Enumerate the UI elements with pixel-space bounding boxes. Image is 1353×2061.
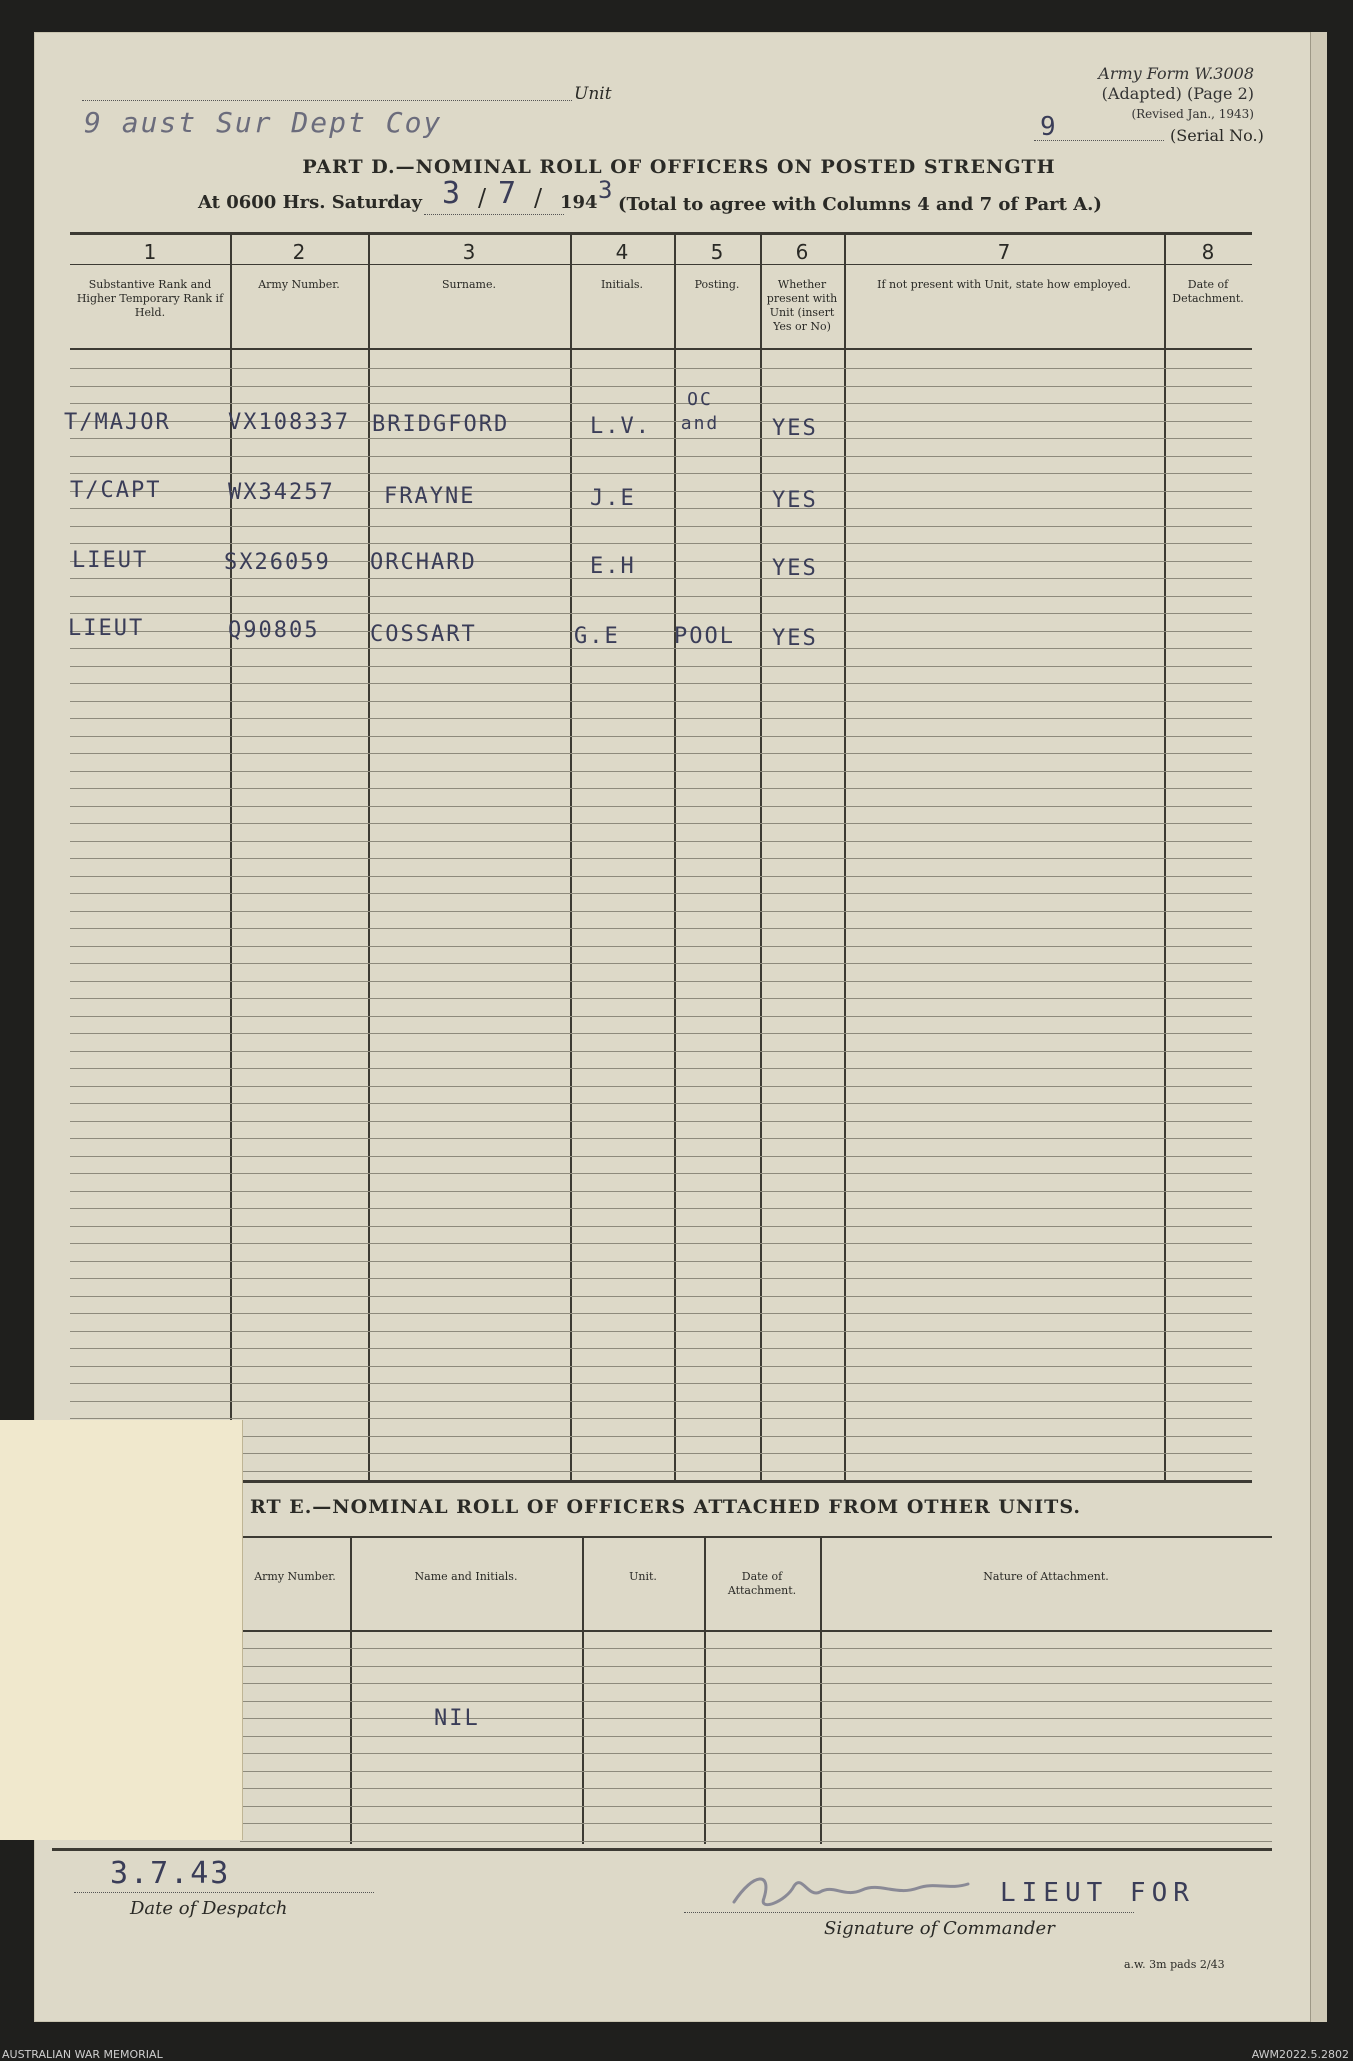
part-e-entry: NIL	[434, 1706, 480, 1731]
column-divider	[350, 1536, 352, 1844]
despatch-line	[74, 1892, 374, 1893]
ruled-line	[240, 1753, 1272, 1754]
ruled-line	[70, 1436, 1252, 1437]
ruled-line	[70, 666, 1252, 667]
column-number: 8	[1201, 240, 1215, 264]
column-divider	[368, 232, 370, 1480]
ruled-line	[70, 1331, 1252, 1332]
form-number: Army Form W.3008	[1098, 64, 1254, 83]
despatch-label: Date of Despatch	[130, 1898, 288, 1919]
army-number-cell: WX34257	[228, 480, 335, 505]
ruled-line	[70, 1418, 1252, 1419]
column-header: Substantive Rank and Higher Temporary Rank if Held.	[76, 278, 224, 319]
column-number: 6	[795, 240, 809, 264]
ruled-line	[70, 823, 1252, 824]
rank-cell: T/CAPT	[70, 478, 162, 503]
ruled-line	[70, 806, 1252, 807]
signature-line	[684, 1912, 1134, 1913]
column-divider	[570, 232, 572, 1480]
ruled-line	[70, 543, 1252, 544]
ruled-line	[70, 578, 1252, 579]
ruled-line	[70, 876, 1252, 877]
form-identifier	[1098, 64, 1254, 124]
date-month: 7	[498, 176, 519, 211]
paper-patch	[0, 1420, 243, 1840]
column-header: If not present with Unit, state how employed.	[877, 278, 1131, 291]
ruled-line	[70, 893, 1252, 894]
ruled-line	[70, 473, 1252, 474]
ruled-line	[70, 456, 1252, 457]
ruled-line	[70, 1051, 1252, 1052]
surname-cell: FRAYNE	[384, 484, 476, 509]
rank-cell: T/MAJOR	[64, 410, 171, 435]
ruled-line	[70, 1033, 1252, 1034]
ruled-line	[70, 1348, 1252, 1349]
ruled-line	[240, 1648, 1272, 1649]
posting-cell: POOL	[674, 624, 735, 649]
ruled-line	[70, 841, 1252, 842]
ruled-line	[240, 1666, 1272, 1667]
ruled-line	[70, 1226, 1252, 1227]
print-code: a.w. 3m pads 2/43	[1124, 1958, 1225, 1971]
unit-line	[82, 100, 572, 101]
ruled-line	[240, 1701, 1272, 1702]
ruled-line	[70, 1121, 1252, 1122]
ruled-line	[70, 438, 1252, 439]
ruled-line	[70, 1366, 1252, 1367]
date-at-label: At 0600 Hrs. Saturday	[198, 192, 423, 213]
ruled-line	[70, 1138, 1252, 1139]
column-header: Army Number.	[258, 278, 340, 291]
ruled-line	[70, 368, 1252, 369]
ruled-line	[70, 1278, 1252, 1279]
ruled-line	[240, 1736, 1272, 1737]
ruled-line	[70, 1383, 1252, 1384]
ruled-line	[240, 1823, 1272, 1824]
column-divider	[582, 1536, 584, 1844]
ruled-line	[70, 911, 1252, 912]
ruled-line	[70, 771, 1252, 772]
ruled-line	[70, 613, 1252, 614]
initials-cell: L.V.	[590, 414, 651, 439]
table-bottom-rule	[70, 1480, 1252, 1483]
ruled-line	[70, 1156, 1252, 1157]
signature-scribble	[724, 1868, 984, 1918]
column-header: Name and Initials.	[414, 1570, 518, 1583]
ruled-line	[70, 1016, 1252, 1017]
present-cell: YES	[772, 556, 818, 581]
initials-cell: E.H	[590, 554, 636, 579]
ruled-line	[70, 981, 1252, 982]
ruled-line	[70, 1471, 1252, 1472]
posting-cell: OC and	[680, 389, 720, 434]
column-number: 1	[143, 240, 157, 264]
table-number-rule	[70, 264, 1252, 265]
date-line	[424, 214, 564, 215]
column-number: 2	[292, 240, 306, 264]
footer-rule	[52, 1848, 1272, 1851]
column-header: Initials.	[600, 278, 644, 291]
present-cell: YES	[772, 488, 818, 513]
ruled-line	[70, 858, 1252, 859]
ruled-line	[70, 1103, 1252, 1104]
column-number: 7	[997, 240, 1011, 264]
ruled-line	[240, 1806, 1272, 1807]
ruled-line	[70, 788, 1252, 789]
ruled-line	[70, 998, 1252, 999]
column-header: Posting.	[694, 278, 740, 291]
ruled-line	[70, 963, 1252, 964]
date-note: (Total to agree with Columns 4 and 7 of Part A.)	[618, 194, 1102, 215]
ruled-line	[70, 1453, 1252, 1454]
serial-label: (Serial No.)	[1170, 126, 1264, 145]
ruled-line	[240, 1841, 1272, 1842]
ruled-line	[240, 1683, 1272, 1684]
column-header: Whether present with Unit (insert Yes or No)	[766, 278, 838, 333]
ruled-line	[70, 1068, 1252, 1069]
despatch-date: 3.7.43	[110, 1856, 231, 1891]
form-adapted: (Adapted) (Page 2)	[1101, 84, 1254, 103]
column-divider	[704, 1536, 706, 1844]
ruled-line	[70, 526, 1252, 527]
column-header: Unit.	[629, 1570, 657, 1583]
ruled-line	[70, 946, 1252, 947]
serial-value: 9	[1040, 112, 1058, 142]
army-number-cell: Q90805	[228, 618, 320, 643]
column-number: 3	[462, 240, 476, 264]
ruled-line	[70, 928, 1252, 929]
initials-cell: G.E	[574, 624, 620, 649]
column-divider	[1164, 232, 1166, 1480]
ruled-line	[70, 736, 1252, 737]
rank-cell: LIEUT	[72, 548, 149, 573]
ruled-line	[70, 718, 1252, 719]
part-e-title: RT E.—NOMINAL ROLL OF OFFICERS ATTACHED FROM OTHER UNITS.	[250, 1496, 1081, 1518]
ruled-line	[70, 596, 1252, 597]
ruled-line	[70, 386, 1252, 387]
ruled-line	[70, 1086, 1252, 1087]
column-header: Nature of Attachment.	[983, 1570, 1109, 1583]
rank-cell: LIEUT	[68, 616, 145, 641]
column-divider	[844, 232, 846, 1480]
table-top-rule	[70, 232, 1252, 235]
ruled-line	[70, 1296, 1252, 1297]
column-number: 4	[615, 240, 629, 264]
column-header: Surname.	[442, 278, 496, 291]
ruled-line	[70, 403, 1252, 404]
ruled-line	[70, 508, 1252, 509]
surname-cell: ORCHARD	[370, 550, 477, 575]
initials-cell: J.E	[590, 486, 636, 511]
column-header: Army Number.	[254, 1570, 336, 1583]
ruled-line	[70, 1191, 1252, 1192]
year-prefix: 194	[560, 192, 598, 213]
present-cell: YES	[772, 626, 818, 651]
date-slash: /	[478, 184, 487, 212]
credit-left: AUSTRALIAN WAR MEMORIAL	[2, 2048, 163, 2061]
part-d-title: PART D.—NOMINAL ROLL OF OFFICERS ON POSTED STRENGTH	[302, 156, 1056, 178]
year-digit: 3	[598, 176, 615, 204]
table-top-rule	[240, 1536, 1272, 1538]
table-header-rule	[70, 348, 1252, 350]
credit-right: AWM2022.5.2802	[1251, 2048, 1349, 2061]
ruled-line	[70, 1208, 1252, 1209]
army-number-cell: SX26059	[224, 550, 331, 575]
ruled-line	[240, 1718, 1272, 1719]
army-number-cell: VX108337	[228, 410, 350, 435]
table-header-rule	[240, 1630, 1272, 1632]
page-edge	[1310, 32, 1327, 2022]
unit-label: Unit	[574, 84, 612, 104]
signature-text: LIEUT FOR	[1000, 1878, 1195, 1908]
present-cell: YES	[772, 416, 818, 441]
column-header: Date of Detachment.	[1172, 278, 1244, 305]
ruled-line	[240, 1788, 1272, 1789]
signature-label: Signature of Commander	[824, 1918, 1055, 1939]
ruled-line	[70, 648, 1252, 649]
ruled-line	[70, 1261, 1252, 1262]
column-divider	[820, 1536, 822, 1844]
ruled-line	[70, 701, 1252, 702]
column-divider	[760, 232, 762, 1480]
surname-cell: COSSART	[370, 622, 477, 647]
date-day: 3	[442, 176, 463, 211]
column-header: Date of Attachment.	[727, 1570, 797, 1597]
unit-value: 9 aust Sur Dept Coy	[84, 106, 443, 139]
form-revised: (Revised Jan., 1943)	[1131, 107, 1254, 121]
ruled-line	[240, 1771, 1272, 1772]
surname-cell: BRIDGFORD	[372, 412, 510, 437]
ruled-line	[70, 1243, 1252, 1244]
ruled-line	[70, 1313, 1252, 1314]
ruled-line	[70, 1401, 1252, 1402]
ruled-line	[70, 683, 1252, 684]
column-number: 5	[710, 240, 724, 264]
date-slash-2: /	[534, 184, 543, 212]
ruled-line	[70, 1173, 1252, 1174]
ruled-line	[70, 753, 1252, 754]
